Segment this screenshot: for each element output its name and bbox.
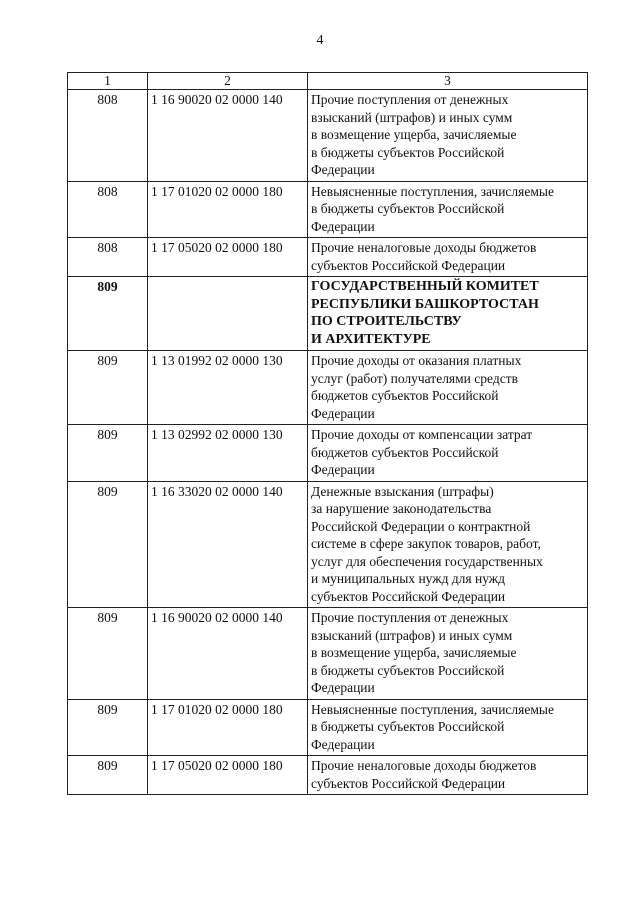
revenue-name-cell: Прочие доходы от компенсации затрат бюджетов субъектов Российской Федерации <box>308 425 588 482</box>
revenue-name-cell: Прочие неналоговые доходы бюджетов субъектов Российской Федерации <box>308 756 588 795</box>
admin-code-cell: 809 <box>68 756 148 795</box>
revenue-name-cell: Денежные взыскания (штрафы) за нарушение законодательства Российской Федерации о контрактной системе в сфере закупок товаров, работ, услуг для обеспечения государственных и муниципальных нужд для нужд субъектов Российской Федерации <box>308 481 588 608</box>
admin-code-cell: 808 <box>68 181 148 238</box>
table-row <box>68 608 588 700</box>
revenue-code-cell: 1 16 90020 02 0000 140 <box>148 90 308 182</box>
revenue-name-cell: ГОСУДАРСТВЕННЫЙ КОМИТЕТ РЕСПУБЛИКИ БАШКОРТОСТАН ПО СТРОИТЕЛЬСТВУ И АРХИТЕКТУРЕ <box>308 277 588 351</box>
revenue-code-cell: 1 13 01992 02 0000 130 <box>148 351 308 425</box>
revenue-name-cell: Прочие неналоговые доходы бюджетов субъектов Российской Федерации <box>308 238 588 277</box>
table-row <box>68 699 588 756</box>
admin-code-cell: 809 <box>68 351 148 425</box>
table-header-row <box>68 73 588 90</box>
revenue-code-cell <box>148 277 308 351</box>
revenue-code-cell: 1 17 05020 02 0000 180 <box>148 756 308 795</box>
table-row <box>68 351 588 425</box>
column-header-1: 1 <box>68 73 148 90</box>
table-row-section-heading <box>68 277 588 351</box>
revenue-name-cell: Прочие поступления от денежных взысканий (штрафов) и иных сумм в возмещение ущерба, зачисляемые в бюджеты субъектов Российской Федерации <box>308 90 588 182</box>
admin-code-cell: 809 <box>68 425 148 482</box>
table-row <box>68 90 588 182</box>
admin-code-cell: 809 <box>68 481 148 608</box>
revenue-code-cell: 1 16 90020 02 0000 140 <box>148 608 308 700</box>
admin-code-cell: 808 <box>68 90 148 182</box>
admin-code-cell: 809 <box>68 699 148 756</box>
admin-code-cell: 808 <box>68 238 148 277</box>
table-row <box>68 481 588 608</box>
revenue-code-cell: 1 17 01020 02 0000 180 <box>148 699 308 756</box>
revenue-code-cell: 1 13 02992 02 0000 130 <box>148 425 308 482</box>
revenue-name-cell: Прочие поступления от денежных взысканий (штрафов) и иных сумм в возмещение ущерба, зачисляемые в бюджеты субъектов Российской Федерации <box>308 608 588 700</box>
admin-code-cell: 809 <box>68 277 148 351</box>
revenue-code-cell: 1 17 01020 02 0000 180 <box>148 181 308 238</box>
table-body <box>68 73 588 795</box>
table-row <box>68 756 588 795</box>
table-row <box>68 425 588 482</box>
column-header-2: 2 <box>148 73 308 90</box>
revenue-name-cell: Невыясненные поступления, зачисляемые в бюджеты субъектов Российской Федерации <box>308 699 588 756</box>
revenue-name-cell: Невыясненные поступления, зачисляемые в бюджеты субъектов Российской Федерации <box>308 181 588 238</box>
column-header-3: 3 <box>308 73 588 90</box>
revenue-codes-table <box>67 72 588 795</box>
table-row <box>68 181 588 238</box>
revenue-name-cell: Прочие доходы от оказания платных услуг (работ) получателями средств бюджетов субъектов Российской Федерации <box>308 351 588 425</box>
admin-code-cell: 809 <box>68 608 148 700</box>
revenue-code-cell: 1 16 33020 02 0000 140 <box>148 481 308 608</box>
table-row <box>68 238 588 277</box>
page-number: 4 <box>316 33 324 48</box>
revenue-code-cell: 1 17 05020 02 0000 180 <box>148 238 308 277</box>
